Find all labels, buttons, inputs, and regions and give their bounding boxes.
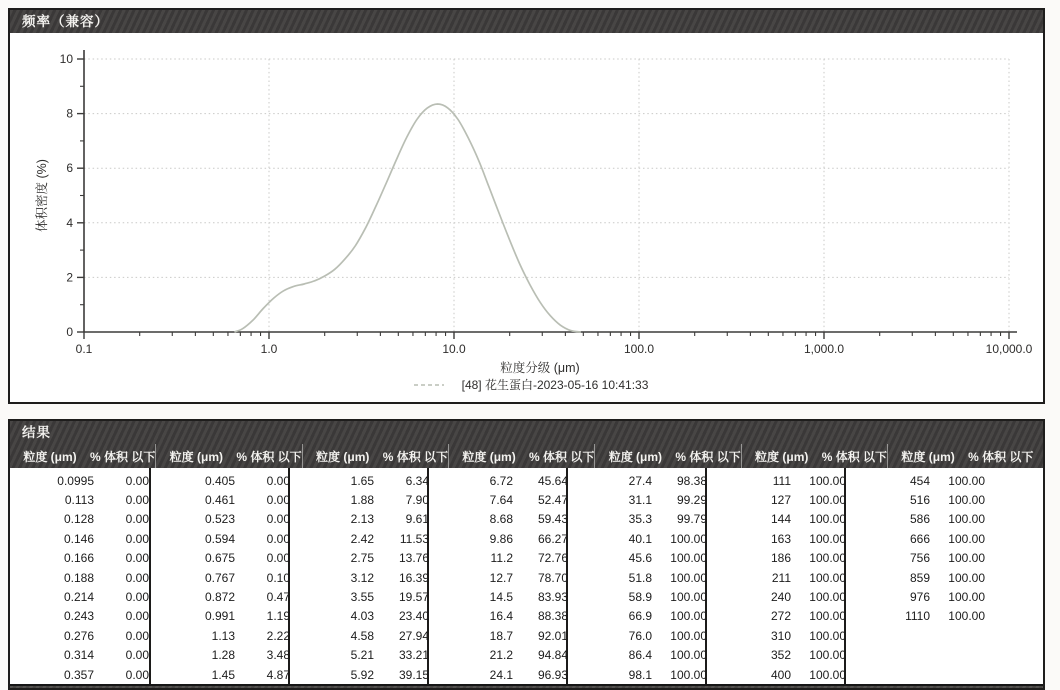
table-row xyxy=(707,665,844,684)
table-row xyxy=(707,549,844,568)
pct-cell: 0.00 xyxy=(125,531,149,546)
table-row xyxy=(429,549,566,568)
table-group xyxy=(566,468,705,684)
x-tick-label: 1,000.0 xyxy=(803,342,845,356)
size-cell: 3.55 xyxy=(350,590,374,605)
group-column-header xyxy=(302,444,448,468)
table-row xyxy=(846,549,983,568)
table-row xyxy=(429,626,566,645)
size-cell: 4.03 xyxy=(350,609,374,624)
table-row xyxy=(707,626,844,645)
results-panel-title: 结果 xyxy=(10,421,1043,444)
size-cell: 0.188 xyxy=(63,570,94,585)
table-row xyxy=(151,568,288,587)
pct-column-header: % 体积 以下 xyxy=(821,449,888,464)
pct-cell: 39.15 xyxy=(398,667,429,682)
table-row xyxy=(151,510,288,529)
x-tick-label: 0.1 xyxy=(75,342,93,356)
pct-column-header: % 体积 以下 xyxy=(90,449,156,464)
pct-cell: 2.22 xyxy=(266,628,290,643)
size-cell: 40.1 xyxy=(628,531,652,546)
size-cell: 0.405 xyxy=(204,473,235,488)
size-cell: 211 xyxy=(771,570,791,585)
size-cell: 9.86 xyxy=(489,531,513,546)
size-cell: 0.113 xyxy=(64,493,94,508)
table-row xyxy=(10,568,147,587)
size-cell: 454 xyxy=(909,473,930,488)
size-cell: 0.523 xyxy=(204,512,235,527)
pct-cell: 100.00 xyxy=(948,609,985,624)
pct-cell: 13.76 xyxy=(398,551,429,566)
pct-cell: 0.00 xyxy=(266,551,290,566)
size-cell: 4.58 xyxy=(350,628,374,643)
table-row xyxy=(568,490,705,509)
table-row xyxy=(707,490,844,509)
pct-cell: 0.00 xyxy=(266,493,290,508)
table-row xyxy=(846,510,983,529)
table-row xyxy=(151,529,288,548)
pct-cell: 100.00 xyxy=(809,512,846,527)
pct-cell: 0.00 xyxy=(125,590,149,605)
group-column-header xyxy=(741,444,887,468)
table-row xyxy=(707,529,844,548)
size-cell: 859 xyxy=(909,570,930,585)
table-group xyxy=(844,468,1043,684)
size-column-header: 粒度 (μm) xyxy=(462,449,516,464)
table-row xyxy=(568,626,705,645)
table-row xyxy=(568,607,705,626)
table-row xyxy=(568,646,705,665)
size-cell: 0.276 xyxy=(63,628,94,643)
pct-cell: 45.64 xyxy=(537,473,568,488)
pct-cell: 100.00 xyxy=(670,667,707,682)
size-cell: 0.872 xyxy=(204,590,235,605)
table-group xyxy=(10,468,149,684)
pct-cell: 99.29 xyxy=(676,493,707,508)
distribution-curve xyxy=(234,104,581,332)
size-cell: 310 xyxy=(770,628,791,643)
table-row xyxy=(707,568,844,587)
group-column-header xyxy=(887,444,1043,468)
size-cell: 31.1 xyxy=(628,493,652,508)
table-row xyxy=(707,646,844,665)
table-row xyxy=(290,646,427,665)
table-row xyxy=(290,607,427,626)
size-cell: 272 xyxy=(770,609,791,624)
size-cell: 18.7 xyxy=(489,628,513,643)
size-cell: 12.7 xyxy=(489,570,513,585)
table-row xyxy=(846,607,983,626)
table-row xyxy=(10,471,147,490)
y-axis-title: 体积密度 (%) xyxy=(35,159,49,232)
size-cell: 352 xyxy=(770,648,791,663)
size-column-header: 粒度 (μm) xyxy=(901,449,955,464)
pct-cell: 0.00 xyxy=(125,493,149,508)
table-group xyxy=(149,468,288,684)
table-row xyxy=(10,490,147,509)
pct-cell: 100.00 xyxy=(809,531,846,546)
table-row xyxy=(429,471,566,490)
size-cell: 1.45 xyxy=(211,667,235,682)
table-row xyxy=(846,490,983,509)
size-cell: 0.243 xyxy=(63,609,94,624)
size-column-header: 粒度 (μm) xyxy=(755,449,809,464)
table-row xyxy=(568,510,705,529)
pct-cell: 100.00 xyxy=(670,570,707,585)
table-row xyxy=(429,646,566,665)
size-cell: 0.314 xyxy=(63,648,94,663)
size-cell: 1.65 xyxy=(350,473,374,488)
pct-cell: 100.00 xyxy=(809,473,846,488)
y-tick-label: 4 xyxy=(66,215,73,230)
results-table xyxy=(10,468,1043,686)
table-row xyxy=(707,510,844,529)
size-cell: 0.991 xyxy=(204,609,235,624)
table-row xyxy=(568,471,705,490)
table-row xyxy=(846,471,983,490)
size-cell: 756 xyxy=(909,551,930,566)
size-cell: 16.4 xyxy=(489,609,513,624)
y-tick-label: 8 xyxy=(66,106,73,121)
table-row xyxy=(429,529,566,548)
size-cell: 7.64 xyxy=(489,493,513,508)
pct-cell: 100.00 xyxy=(948,590,985,605)
size-cell: 8.68 xyxy=(489,512,513,527)
y-tick-label: 6 xyxy=(66,161,73,176)
table-row xyxy=(707,607,844,626)
table-row xyxy=(429,587,566,606)
table-row xyxy=(568,568,705,587)
pct-cell: 0.00 xyxy=(125,667,149,682)
pct-cell: 100.00 xyxy=(948,473,985,488)
pct-cell: 59.43 xyxy=(537,512,568,527)
size-cell: 98.1 xyxy=(628,667,652,682)
pct-cell: 98.38 xyxy=(676,473,707,488)
table-row xyxy=(10,607,147,626)
pct-column-header: % 体积 以下 xyxy=(236,449,302,464)
pct-cell: 100.00 xyxy=(809,590,846,605)
pct-column-header: % 体积 以下 xyxy=(675,449,741,464)
table-row xyxy=(429,568,566,587)
pct-cell: 3.48 xyxy=(266,648,290,663)
size-cell: 0.767 xyxy=(204,570,235,585)
table-row xyxy=(10,529,147,548)
size-cell: 976 xyxy=(909,590,930,605)
size-cell: 400 xyxy=(770,667,791,682)
table-row xyxy=(846,568,983,587)
pct-column-header: % 体积 以下 xyxy=(529,449,595,464)
results-header-block xyxy=(10,421,1043,468)
y-tick-label: 10 xyxy=(59,52,73,66)
size-cell: 0.675 xyxy=(204,551,235,566)
table-row xyxy=(429,490,566,509)
pct-cell: 100.00 xyxy=(809,551,846,566)
x-tick-label: 10.0 xyxy=(442,342,466,356)
pct-cell: 83.93 xyxy=(537,590,568,605)
size-cell: 2.13 xyxy=(350,512,374,527)
size-cell: 516 xyxy=(909,493,930,508)
table-row xyxy=(429,665,566,684)
pct-cell: 19.57 xyxy=(398,590,429,605)
table-group xyxy=(705,468,844,684)
x-tick-label: 100.0 xyxy=(623,342,655,356)
size-cell: 35.3 xyxy=(628,512,652,527)
legend-label: [48] 花生蛋白-2023-05-16 10:41:33 xyxy=(461,378,649,392)
size-cell: 0.0995 xyxy=(57,473,94,488)
size-cell: 58.9 xyxy=(628,590,652,605)
size-cell: 0.461 xyxy=(204,493,235,508)
pct-cell: 4.87 xyxy=(266,667,290,682)
size-cell: 666 xyxy=(909,531,930,546)
pct-cell: 0.00 xyxy=(125,551,149,566)
pct-cell: 100.00 xyxy=(809,570,846,585)
table-row xyxy=(290,529,427,548)
size-cell: 3.12 xyxy=(350,570,374,585)
size-cell: 2.75 xyxy=(350,551,374,566)
pct-cell: 0.00 xyxy=(266,512,290,527)
size-cell: 5.92 xyxy=(350,667,374,682)
table-row xyxy=(290,626,427,645)
pct-cell: 16.39 xyxy=(398,570,429,585)
size-cell: 0.166 xyxy=(63,551,94,566)
pct-cell: 100.00 xyxy=(670,609,707,624)
table-group xyxy=(288,468,427,684)
table-row xyxy=(290,549,427,568)
pct-cell: 100.00 xyxy=(809,493,846,508)
frequency-chart-panel xyxy=(8,8,1045,404)
pct-cell: 66.27 xyxy=(537,531,568,546)
size-cell: 14.5 xyxy=(489,590,513,605)
pct-cell: 0.00 xyxy=(125,648,149,663)
size-cell: 1.13 xyxy=(211,628,235,643)
table-row xyxy=(846,529,983,548)
pct-cell: 100.00 xyxy=(809,667,846,682)
pct-cell: 78.70 xyxy=(537,570,568,585)
pct-cell: 0.00 xyxy=(125,570,149,585)
size-column-header: 粒度 (μm) xyxy=(169,449,224,464)
pct-cell: 1.19 xyxy=(266,609,290,624)
table-row xyxy=(568,529,705,548)
pct-cell: 23.40 xyxy=(398,609,429,624)
x-tick-label: 10,000.0 xyxy=(985,342,1033,356)
table-row xyxy=(290,471,427,490)
table-row xyxy=(568,665,705,684)
table-row xyxy=(290,587,427,606)
table-row xyxy=(10,646,147,665)
table-row xyxy=(10,626,147,645)
pct-cell: 9.61 xyxy=(405,512,429,527)
table-column-headers xyxy=(10,444,1043,468)
size-column-header: 粒度 (μm) xyxy=(23,449,77,464)
group-column-header xyxy=(594,444,740,468)
table-row xyxy=(151,587,288,606)
group-column-header xyxy=(155,444,301,468)
table-row xyxy=(707,587,844,606)
pct-cell: 94.84 xyxy=(537,648,568,663)
size-cell: 66.9 xyxy=(628,609,652,624)
pct-cell: 0.00 xyxy=(125,512,149,527)
size-cell: 5.21 xyxy=(350,648,374,663)
pct-cell: 100.00 xyxy=(809,609,846,624)
table-row xyxy=(10,587,147,606)
pct-cell: 0.00 xyxy=(266,473,290,488)
size-cell: 0.128 xyxy=(63,512,94,527)
pct-cell: 0.00 xyxy=(266,531,290,546)
size-cell: 111 xyxy=(772,473,791,488)
size-column-header: 粒度 (μm) xyxy=(316,449,370,464)
x-tick-label: 1.0 xyxy=(260,342,278,356)
pct-cell: 96.93 xyxy=(537,667,568,682)
size-cell: 186 xyxy=(770,551,791,566)
group-column-header xyxy=(448,444,594,468)
size-cell: 27.4 xyxy=(628,473,652,488)
table-row xyxy=(151,549,288,568)
table-row xyxy=(290,568,427,587)
table-row xyxy=(290,665,427,684)
pct-cell: 99.79 xyxy=(676,512,707,527)
table-row xyxy=(151,626,288,645)
pct-cell: 100.00 xyxy=(948,512,985,527)
table-row xyxy=(151,607,288,626)
table-group xyxy=(427,468,566,684)
pct-cell: 0.00 xyxy=(125,628,149,643)
table-row xyxy=(846,587,983,606)
table-row xyxy=(151,490,288,509)
size-cell: 1.88 xyxy=(350,493,374,508)
pct-cell: 100.00 xyxy=(948,570,985,585)
pct-cell: 11.53 xyxy=(399,531,429,546)
pct-cell: 6.34 xyxy=(405,473,429,488)
size-cell: 586 xyxy=(909,512,930,527)
size-column-header: 粒度 (μm) xyxy=(608,449,663,464)
size-cell: 76.0 xyxy=(628,628,652,643)
pct-cell: 100.00 xyxy=(948,531,985,546)
size-cell: 0.146 xyxy=(63,531,94,546)
pct-column-header: % 体积 以下 xyxy=(382,449,449,464)
pct-cell: 100.00 xyxy=(670,531,707,546)
pct-cell: 33.21 xyxy=(398,648,429,663)
size-cell: 240 xyxy=(770,590,791,605)
table-row xyxy=(568,549,705,568)
y-tick-label: 0 xyxy=(66,325,73,339)
table-row xyxy=(151,471,288,490)
pct-cell: 100.00 xyxy=(670,590,707,605)
size-cell: 45.6 xyxy=(628,551,652,566)
table-row xyxy=(429,510,566,529)
pct-cell: 7.90 xyxy=(405,493,429,508)
pct-cell: 100.00 xyxy=(809,648,846,663)
size-cell: 163 xyxy=(770,531,791,546)
table-row xyxy=(290,510,427,529)
pct-cell: 92.01 xyxy=(537,628,568,643)
table-bottom-bar xyxy=(10,686,1043,688)
size-cell: 24.1 xyxy=(489,667,513,682)
pct-cell: 100.00 xyxy=(948,551,985,566)
size-cell: 144 xyxy=(770,512,791,527)
size-cell: 0.357 xyxy=(63,667,94,682)
size-cell: 1.28 xyxy=(211,648,235,663)
table-row xyxy=(10,510,147,529)
pct-cell: 0.10 xyxy=(266,570,290,585)
chart-panel-title: 频率（兼容） xyxy=(10,10,1043,33)
size-cell: 1110 xyxy=(905,609,930,624)
table-row xyxy=(290,490,427,509)
pct-cell: 88.38 xyxy=(537,609,568,624)
results-panel xyxy=(8,419,1045,690)
table-row xyxy=(151,646,288,665)
table-row xyxy=(429,607,566,626)
pct-column-header: % 体积 以下 xyxy=(968,449,1034,464)
size-cell: 2.42 xyxy=(350,531,374,546)
size-cell: 127 xyxy=(770,493,791,508)
size-cell: 6.72 xyxy=(489,473,513,488)
table-row xyxy=(568,587,705,606)
pct-cell: 100.00 xyxy=(670,648,707,663)
size-cell: 0.214 xyxy=(63,590,94,605)
size-cell: 21.2 xyxy=(489,648,513,663)
pct-cell: 100.00 xyxy=(670,551,707,566)
size-cell: 51.8 xyxy=(628,570,652,585)
pct-cell: 0.00 xyxy=(125,609,149,624)
pct-cell: 100.00 xyxy=(948,493,985,508)
frequency-chart xyxy=(10,33,1043,401)
table-row xyxy=(10,549,147,568)
size-cell: 0.594 xyxy=(204,531,235,546)
pct-cell: 0.47 xyxy=(266,590,290,605)
table-row xyxy=(151,665,288,684)
x-axis-title: 粒度分级 (μm) xyxy=(500,361,580,375)
size-cell: 11.2 xyxy=(490,551,513,566)
size-cell: 86.4 xyxy=(628,648,652,663)
pct-cell: 0.00 xyxy=(125,473,149,488)
pct-cell: 27.94 xyxy=(398,628,429,643)
pct-cell: 72.76 xyxy=(537,551,568,566)
group-column-header xyxy=(10,444,155,468)
y-tick-label: 2 xyxy=(66,270,73,285)
table-row xyxy=(10,665,147,684)
table-row xyxy=(707,471,844,490)
pct-cell: 100.00 xyxy=(670,628,707,643)
pct-cell: 52.47 xyxy=(537,493,568,508)
pct-cell: 100.00 xyxy=(809,628,846,643)
